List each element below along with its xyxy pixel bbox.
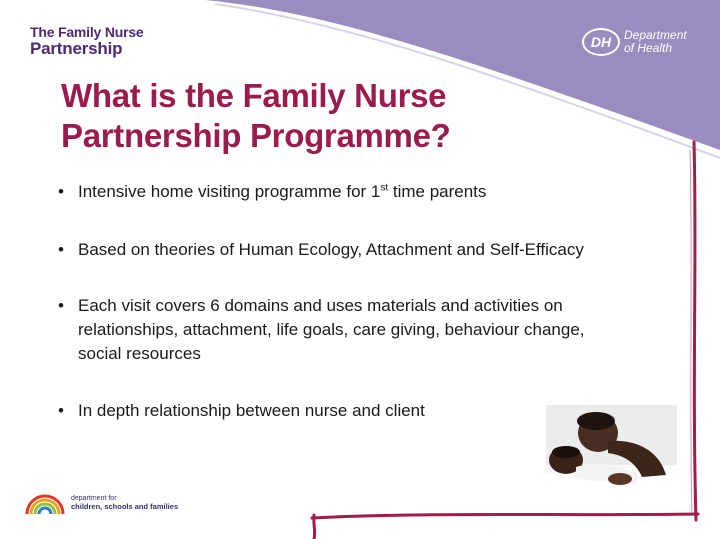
bullet-text-part: time parents (388, 182, 487, 201)
superscript: st (380, 182, 389, 194)
bullet-list (58, 180, 628, 423)
bullet-item (58, 399, 628, 423)
bullet-item (58, 294, 628, 366)
fnp-logo-line1: The Family Nurse (30, 24, 144, 40)
photo-illustration (546, 405, 677, 492)
bullet-marker: • (58, 240, 64, 259)
dh-badge: DH (582, 28, 620, 56)
dh-logo-text (624, 29, 687, 55)
bullet-marker: • (58, 296, 64, 315)
bullet-text: Based on theories of Human Ecology, Attachment and Self-Efficacy (78, 240, 584, 259)
bullet-text-part: Intensive home visiting programme for 1 (78, 182, 381, 201)
bullet-text: Each visit covers 6 domains and uses materials and activities on relationships, attachment, life goals, care giving, behaviour change, social resources (78, 296, 585, 363)
dh-logo-line1: Department (624, 27, 687, 42)
fnp-logo-line2: Partnership (30, 39, 123, 58)
bullet-marker: • (58, 182, 64, 201)
dh-logo-line2: of Health (624, 41, 673, 55)
slide-title-line1: What is the Family Nurse (61, 77, 447, 114)
dcsf-logo-text (71, 495, 178, 511)
bullet-text (78, 180, 628, 204)
slide-title (61, 76, 621, 156)
bullet-text: In depth relationship between nurse and client (78, 401, 425, 420)
bullet-item (58, 180, 628, 204)
rainbow-icon (24, 491, 66, 515)
dcsf-logo-line2: children, schools and families (71, 501, 179, 511)
family-nurse-partnership-logo (30, 25, 144, 57)
department-of-health-logo (582, 28, 687, 56)
parent-and-baby-photo (546, 405, 677, 492)
slide-title-line2: Partnership Programme? (61, 117, 451, 154)
dcsf-logo (24, 491, 178, 515)
dcsf-logo-line1: department for (71, 495, 117, 503)
bullet-item (58, 238, 628, 262)
bullet-marker: • (58, 401, 64, 420)
